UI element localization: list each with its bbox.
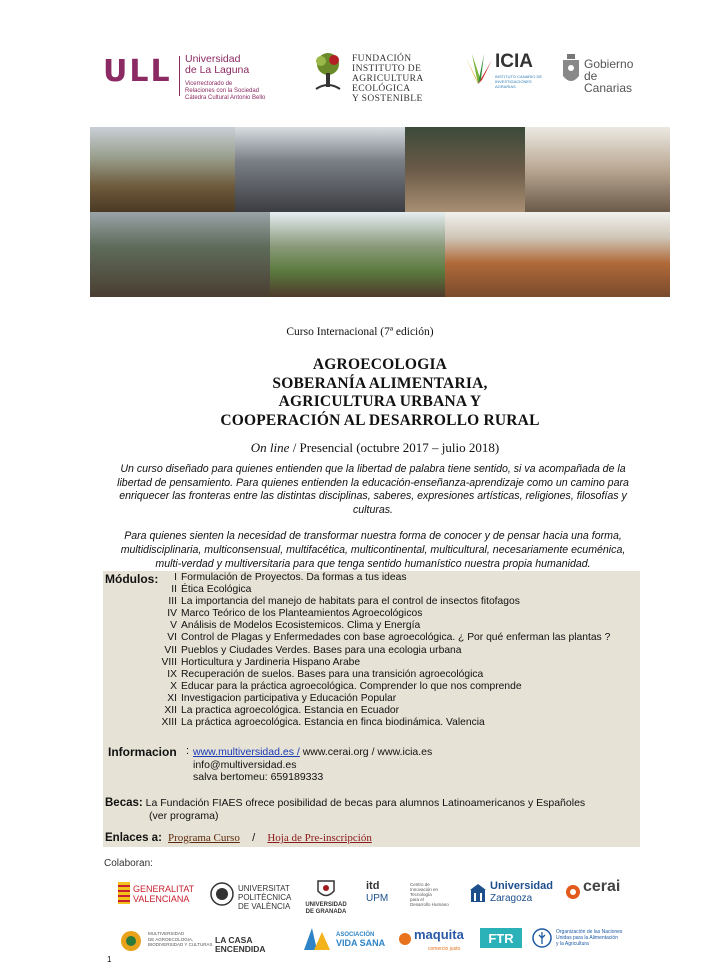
ull-text [185,54,265,102]
multiversidad-line3: BIODIVERSIDAD Y CULTURAS [148,942,213,947]
title-line-4: COOPERACIÓN AL DESARROLLO RURAL [220,411,540,429]
info-contact: salva bertomeu: 659189333 [193,771,324,783]
module-row [105,608,645,620]
course-title [0,356,720,430]
ull-line1: Universidad [185,53,241,65]
programa-curso-link[interactable]: Programa Curso [168,832,240,844]
fao-line3: y la Agricultura [556,941,589,947]
gobierno-line2: de Canarias [584,69,633,95]
upv-line3: DE VALÈNCIA [238,902,291,911]
ull-mark: ULL [103,54,172,89]
gobierno-text [584,58,642,94]
module-number: II [171,584,177,596]
coat-of-arms-icon [562,54,580,86]
module-title: Análisis de Modelos Ecosistemicos. Clima y Energía [181,620,421,632]
info-label: Informacion [108,745,177,759]
ugr-crest-icon [315,878,337,900]
itd-line2: Innovación en [410,887,439,892]
enlaces-label: Enlaces a: [105,832,162,844]
module-number: XI [167,692,177,704]
unizar-building-icon [470,884,486,904]
info-email[interactable]: info@multiversidad.es [193,758,297,771]
module-row [105,717,645,729]
module-title: Marco Teórico de los Planteamientos Agroecológicos [181,608,423,620]
course-modality [0,440,720,456]
module-number: VII [164,644,177,656]
module-title: Recuperación de suelos. Bases para una transición agroecológica [181,668,484,680]
maquita-name: maquita [414,927,464,942]
photo-field-group [90,127,235,212]
ull-line4: Relaciones con la Sociedad [185,88,260,94]
cerai-circle-icon [565,884,581,900]
module-title: Investigacion participativa y Educación Popular [181,692,397,704]
itd-line4: para el [410,897,424,902]
multiversidad-line2: DE AGROECOLOGIA, [148,936,194,942]
module-row [105,620,645,632]
photo-group-portrait [445,212,670,297]
info-block [193,746,432,784]
fao-wheat-icon [532,928,552,948]
preinscripcion-link[interactable]: Hoja de Pre-inscripción [267,832,372,844]
becas-block [105,797,645,822]
fundacion-line3: AGRICULTURA [352,74,424,84]
module-number: X [170,680,177,692]
module-title: Formulación de Proyectos. Da formas a tus ideas [181,572,407,583]
enlaces-block [105,832,372,844]
module-row [105,705,645,717]
photo-lab-microscopes [235,127,405,212]
module-number: I [174,572,177,583]
vidasana-line2: VIDA SANA [336,938,386,948]
module-number: XIII [161,717,177,729]
photo-workshop-table [405,127,525,212]
intro-paragraph-2: Para quienes sienten la necesidad de transformar nuestra forma de conocer y de pensar hacia una forma, multidisciplinaria, multiconsensual, multifacética, multicontinental, multicultural, necesariamente ecuménica, multi-verdad y multiversitaria para que tenga sentido humanístico nuestra propia humanidad. [120,530,626,570]
fundacion-logo [310,48,425,104]
module-number: V [170,620,177,632]
module-number: VIII [161,656,177,668]
module-number: IX [167,668,177,680]
itd-line3: Tecnología [410,892,432,897]
module-title: La practica agroecológica. Estancia en Ecuador [181,705,400,717]
icia-subtitle: INSTITUTO CANARIO DE INVESTIGACIONES AGRARIAS [495,74,543,89]
gobierno-line1: Gobierno [584,57,634,71]
multiversidad-globe-icon [118,930,144,952]
modules-list [105,572,645,729]
casa-encendida-logo [215,936,295,954]
module-row [105,693,645,705]
becas-text: La Fundación FIAES ofrece posibilidad de becas para alumnos Latinoamericanos y Españoles [145,797,586,809]
fundacion-line2: INSTITUTO DE [352,64,422,74]
unizar-line2: Zaragoza [490,893,533,904]
maquita-hand-icon [398,932,412,946]
photo-lab-students [525,127,670,212]
module-number: III [168,596,177,608]
fao-line1: Organización de las Naciones [556,929,623,935]
ugr-line1: UNIVERSIDAD [305,902,347,908]
module-title: Horticultura y Jardineria Hispano Arabe [181,656,361,668]
fundacion-tree-icon [310,51,346,93]
title-line-1: AGROECOLOGIA [312,356,448,373]
ugr-line2: DE GRANADA [305,909,347,915]
module-title: Pueblos y Ciudades Verdes. Bases para una ecologia urbana [181,644,462,656]
vidasana-line1: ASOCIACIÓN [336,932,375,938]
intro-paragraph-1: Un curso diseñado para quienes entienden que la libertad de palabra tiene sentido, si va acompañada de la libertad de pensamiento. Para quienes entienden la educación-enseñanza-aprendizaje como un camino para enriquecer las fronteras entre las distintas disciplinas, saberes, expresiones artísticas, religiones, filosofías y culturas. [117,463,629,516]
module-row [105,584,645,596]
itd-upm: UPM [366,893,389,904]
module-row [105,669,645,681]
module-title: Control de Plagas y Enfermedades con base agroecológica. ¿ Por qué enferman las plantas ? [181,632,611,644]
modality-details: / Presencial (octubre 2017 – julio 2018) [289,440,500,455]
becas-label: Becas: [105,797,143,809]
module-number: XII [164,705,177,717]
maquita-sub: comercio justo [428,946,461,952]
ull-line3: Vicerrectorado de [185,81,233,87]
ull-line5: Cátedra Cultural Antonio Bello [185,95,266,101]
itd-mark: itd [366,880,380,892]
becas-subtext: (ver programa) [149,809,219,822]
vida-sana-icon [302,926,332,952]
fundacion-line1: FUNDACIÓN [352,54,412,64]
modality-online: On line [250,440,290,455]
module-number: IV [167,608,177,620]
svg-text:FTR: FTR [488,931,514,946]
title-line-3: AGRICULTURA URBANA Y [278,393,482,410]
cerai-name: cerai [583,878,621,895]
module-row [105,596,645,608]
unizar-line1: Universidad [490,880,553,892]
page-number: 1 [107,955,112,964]
module-row [105,657,645,669]
photo-greenhouse [90,212,270,297]
photo-collage [90,127,670,297]
module-row [105,681,645,693]
course-label: Curso Internacional (7ª edición) [286,326,434,338]
fundacion-line4: ECOLÓGICA [352,84,411,94]
cerai-link[interactable]: www.cerai.org / [299,746,375,758]
module-row [105,645,645,657]
module-row [105,632,645,644]
multiversidad-link[interactable]: www.multiversidad.es / [193,746,300,758]
ull-logo [103,50,283,102]
title-line-2: SOBERANÍA ALIMENTARIA, [272,374,488,392]
icia-leaf-icon [462,52,494,86]
colaboran-label: Colaboran: [104,858,153,869]
ftr-mark-icon [480,928,522,948]
itd-line5: Desarrollo Humano [410,902,449,907]
module-number: VI [167,632,177,644]
casa-encendida-name: LA CASA ENCENDIDA [215,935,266,954]
intro-text [108,463,638,584]
module-title: Educar para la práctica agroecológica. Comprender lo que nos comprende [181,680,522,692]
gva-line1: GENERALITAT [133,884,195,894]
fao-line2: Unidas para la Alimentación [556,935,618,941]
fundacion-text [352,54,424,104]
gva-line2: VALENCIANA [133,894,190,904]
upv-line2: POLITÈCNICA [238,893,292,902]
modules-label: Módulos: [105,572,159,586]
info-colon: : [186,745,190,757]
module-title: Ética Ecológica [181,584,252,596]
upv-seal-icon [210,882,234,906]
ftr-logo [480,928,522,950]
icia-link[interactable]: www.icia.es [374,746,433,758]
multiversidad-line1: MULTIVERSIDAD [148,931,185,936]
gva-stripes-icon [118,882,130,904]
icia-logo [462,50,544,90]
itd-line1: Centro de [410,882,430,887]
ull-separator [179,56,180,96]
module-row [105,572,645,584]
fundacion-line5: Y SOSTENIBLE [352,94,423,104]
module-title: La importancia del manejo de habitats para el control de insectos fitofagos [181,596,520,608]
enlaces-separator: / [252,832,256,844]
ull-line2: de La Laguna [185,64,250,76]
module-title: La práctica agroecológica. Estancia en finca biodinámica. Valencia [181,717,485,729]
photo-meeting-circle [270,212,445,297]
gobierno-canarias-logo [562,52,642,95]
icia-name: ICIA [495,51,533,72]
ugr-logo [300,878,352,916]
upv-line1: UNIVERSITAT [238,884,290,893]
